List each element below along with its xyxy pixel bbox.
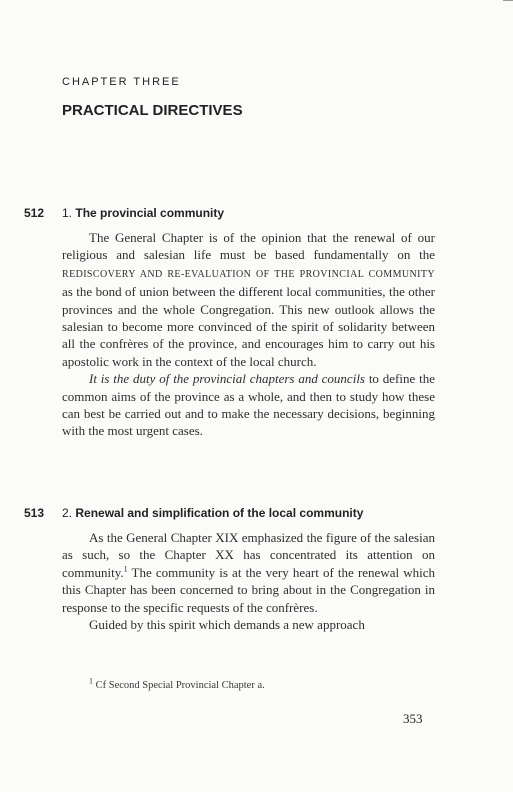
text-run: The community is at the very heart of the renewal which this Chapter has been concerned to bring about in the Congregation in response to the specific requests of the confrères. (62, 564, 435, 615)
footnote-reference[interactable]: 1 (123, 564, 128, 574)
paragraph: Guided by this spirit which demands a new approach (89, 617, 365, 633)
section-local-community-body (62, 529, 435, 633)
footnote (89, 676, 265, 691)
heading-number: 1. (62, 206, 73, 220)
marginal-number: 512 (24, 206, 45, 220)
text-run: As the General Chapter XIX emphasized the figure of the salesian as such, so the Chapter XX has concentrated its attention on community. (62, 530, 435, 580)
page-number: 353 (403, 711, 423, 726)
text-run: as the bond of union between the different local communities, the other provinces and the whole Congregation. This new outlook allows the salesian to become more convinced of the spirit of solidarity between all the confrères of the province, and encourages him to carry out his apostolic work in the context of the local church. (62, 284, 435, 369)
italic-run: It is the duty of the provincial chapters and councils (89, 371, 365, 387)
section-provincial-community-body (62, 229, 435, 440)
footnote-text: Cf Second Special Provincial Chapter a. (93, 680, 265, 691)
smallcaps-run: REDISCOVERY AND RE-EVALUATION OF THE PROVINCIAL COMMUNITY (62, 268, 435, 280)
footnote-marker: 1 (89, 676, 93, 686)
marginal-number: 513 (24, 506, 45, 520)
page-edge-line (503, 0, 513, 1)
chapter-title: PRACTICAL DIRECTIVES (62, 102, 243, 119)
chapter-label: CHAPTER THREE (62, 76, 181, 88)
paragraph (62, 370, 435, 440)
paragraph (62, 529, 435, 616)
paragraph (62, 229, 435, 370)
heading-number: 2. (62, 506, 73, 520)
text-run: The General Chapter is of the opinion that the renewal of our religious and salesian life must be based fundamentally on the (62, 230, 435, 263)
section-heading (62, 206, 224, 220)
section-heading (62, 506, 363, 520)
heading-title: The provincial community (75, 206, 225, 220)
text-run: to define the common aims of the province as a whole, and then to study how these can best be carried out and to make the necessary decisions, beginning with the most urgent cases. (62, 371, 435, 439)
heading-title: Renewal and simplification of the local community (75, 506, 364, 520)
